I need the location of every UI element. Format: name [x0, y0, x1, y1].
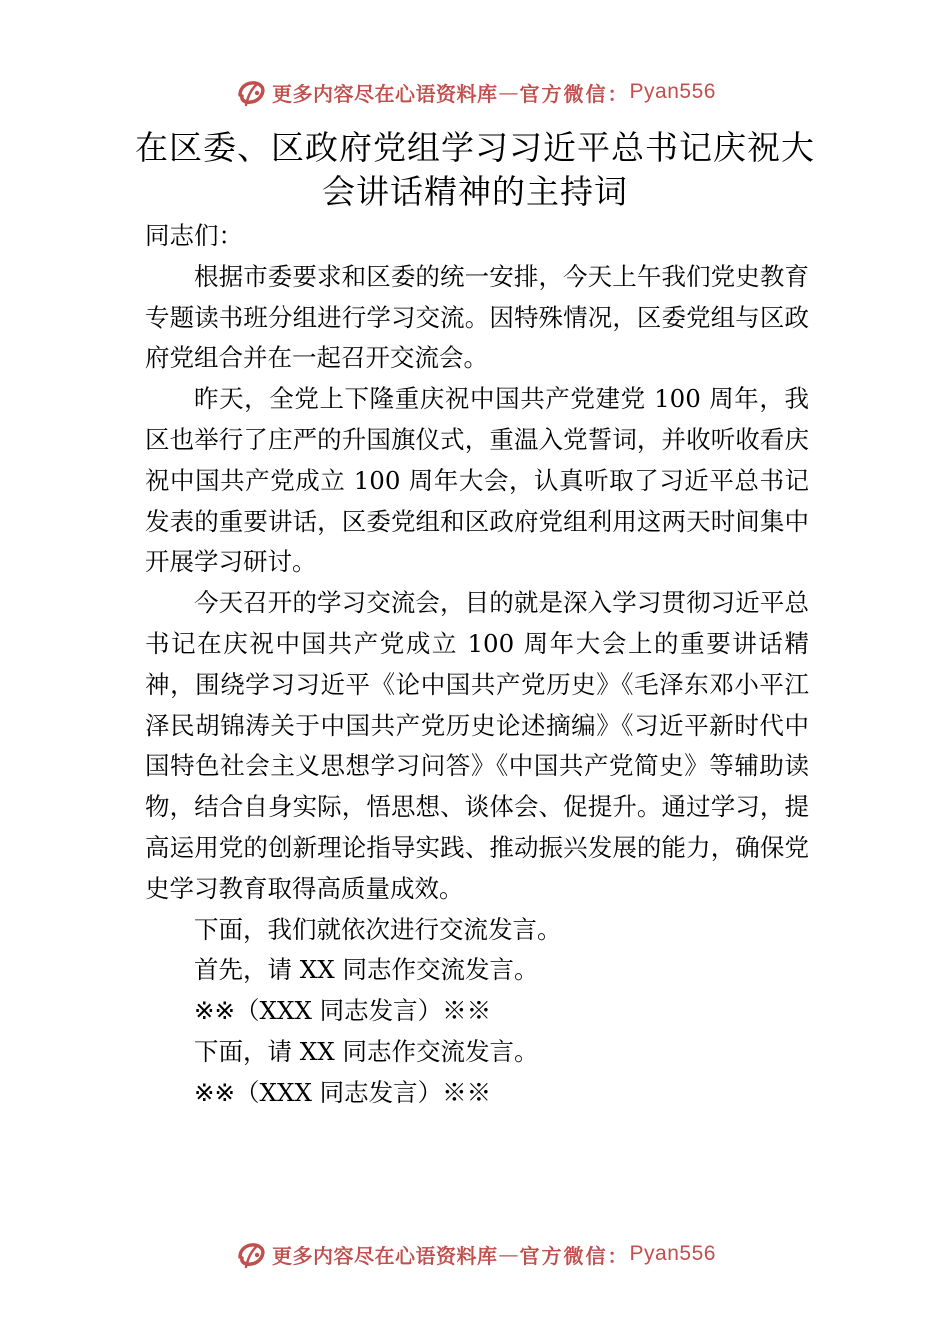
banner-separator: —	[498, 80, 519, 104]
paragraph: 下面，请 XX 同志作交流发言。	[194, 1036, 539, 1066]
footer-banner	[0, 1234, 950, 1274]
wechat-label: 官方微信：	[519, 81, 630, 106]
header-banner	[0, 72, 950, 112]
wechat-label: 官方微信：	[519, 1243, 630, 1268]
document-title: 在区委、区政府党组学习习近平总书记庆祝大会讲话精神的主持词	[135, 128, 815, 211]
paragraph: ※※（XXX 同志发言）※※	[194, 996, 492, 1026]
brush-stroke-logo-icon	[234, 75, 268, 109]
brand-text: 更多内容尽在心语资料库	[272, 81, 498, 106]
paragraph: 下面，我们就依次进行交流发言。	[194, 914, 562, 944]
wechat-id: Pyan556	[629, 80, 716, 103]
paragraph: 根据市委要求和区委的统一安排，今天上午我们党史教育专题读书班分组进行学习交流。因特殊情况，区委党组与区政府党组合并在一起召开交流会。	[145, 261, 809, 373]
salutation: 同志们：	[145, 221, 243, 250]
document-body	[145, 216, 809, 1114]
brand-text: 更多内容尽在心语资料库	[272, 1243, 498, 1268]
banner-separator: —	[498, 1242, 519, 1266]
brush-stroke-logo-icon	[234, 1237, 268, 1271]
paragraph: 首先，请 XX 同志作交流发言。	[194, 955, 539, 985]
paragraph: 今天召开的学习交流会，目的就是深入学习贯彻习近平总书记在庆祝中国共产党成立 100 周年大会上的重要讲话精神，围绕学习习近平《论中国共产党历史》《毛泽东邓小平江泽民胡锦涛关于中国共产党历史论述摘编》《习近平新时代中国特色社会主义思想学习问答》《中国共产党简史》等辅助读物，结合自身实际，悟思想、谈体会、促提升。通过学习，提高运用党的创新理论指导实践、推动振兴发展的能力，确保党史学习教育取得高质量成效。	[145, 588, 809, 903]
wechat-id: Pyan556	[629, 1242, 716, 1265]
paragraph: 昨天，全党上下隆重庆祝中国共产党建党 100 周年，我区也举行了庄严的升国旗仪式，重温入党誓词，并收听收看庆祝中国共产党成立 100 周年大会，认真听取了习近平总书记发表的重要讲话，区委党组和区政府党组利用这两天时间集中开展学习研讨。	[145, 384, 809, 577]
paragraph: ※※（XXX 同志发言）※※	[194, 1077, 492, 1107]
